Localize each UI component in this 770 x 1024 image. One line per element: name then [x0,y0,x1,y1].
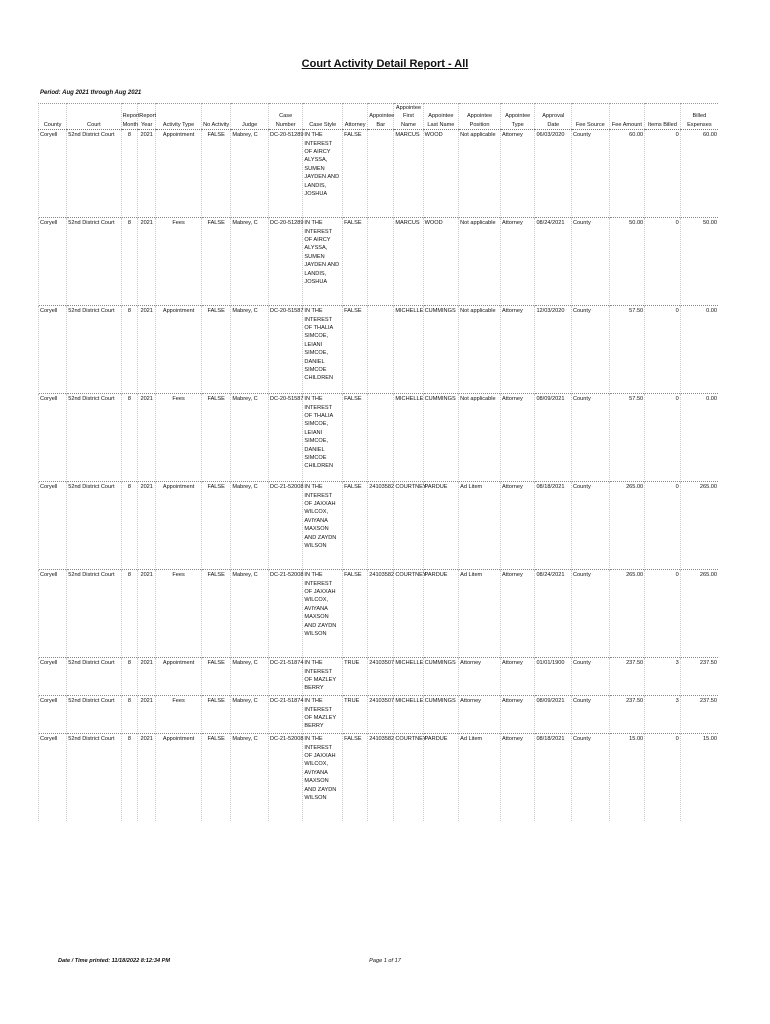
cell-expenses: 60.00 [680,130,718,218]
cell-county: Coryell [39,482,67,570]
cell-activity: Fees [156,696,202,734]
cell-case-style: IN THE INTEREST OF THALIA SIMCOE, LEIANI SIMCOE, DANIEL SIMCOE CHILDREN [303,394,343,482]
cell-no-activity: FALSE [202,306,231,394]
cell-approval: 08/18/2021 [535,734,572,822]
table-row [39,570,719,658]
table-row [39,696,719,734]
cell-court: 52nd District Court [67,394,121,482]
cell-case-style: IN THE INTEREST OF AIRCY ALYSSA, SUMEN JAYDEN AND LANDIS, JOSHUA [303,218,343,306]
cell-year: 2021 [138,734,156,822]
cell-amount: 237.50 [609,696,645,734]
cell-judge: Mabrey, C [231,658,269,696]
column-header: Fee Amount [609,104,645,130]
cell-month: 8 [121,734,138,822]
column-header: Case Number [268,104,302,130]
column-header: Court [67,104,121,130]
report-period: Period: Aug 2021 through Aug 2021 [40,90,142,96]
cell-year: 2021 [138,482,156,570]
cell-last: PARDUE [423,570,459,658]
cell-last: PARDUE [423,734,459,822]
cell-expenses: 0.00 [680,394,718,482]
column-header: Items Billed [645,104,681,130]
cell-source: County [572,306,610,394]
cell-case-number: DC-20-51289 [268,130,302,218]
cell-attorney: FALSE [343,306,368,394]
cell-expenses: 237.50 [680,658,718,696]
cell-month: 8 [121,306,138,394]
cell-county: Coryell [39,570,67,658]
cell-bar [368,218,394,306]
cell-court: 52nd District Court [67,658,121,696]
cell-attorney: FALSE [343,482,368,570]
cell-year: 2021 [138,218,156,306]
cell-activity: Appointment [156,482,202,570]
cell-year: 2021 [138,130,156,218]
column-header: Report Month [121,104,138,130]
cell-month: 8 [121,658,138,696]
cell-approval: 08/09/2021 [535,394,572,482]
cell-last: CUMMINGS [423,658,459,696]
cell-attorney: TRUE [343,696,368,734]
cell-approval: 08/09/2021 [535,696,572,734]
cell-source: County [572,394,610,482]
table-row [39,734,719,822]
cell-court: 52nd District Court [67,734,121,822]
cell-month: 8 [121,696,138,734]
cell-expenses: 237.50 [680,696,718,734]
table-row [39,482,719,570]
cell-case-style: IN THE INTEREST OF MAZLEY BERRY [303,658,343,696]
cell-county: Coryell [39,306,67,394]
cell-month: 8 [121,570,138,658]
column-header: County [39,104,67,130]
table-row [39,306,719,394]
cell-first: COURTNEY [394,570,423,658]
cell-case-style: IN THE INTEREST OF AIRCY ALYSSA, SUMEN JAYDEN AND LANDIS, JOSHUA [303,130,343,218]
cell-bar [368,306,394,394]
cell-case-number: DC-20-51587 [268,306,302,394]
cell-approval: 01/01/1900 [535,658,572,696]
cell-case-number: DC-21-51874 [268,696,302,734]
cell-first: MARCUS [394,218,423,306]
cell-attorney: FALSE [343,218,368,306]
cell-type: Attorney [500,394,534,482]
cell-approval: 06/03/2020 [535,130,572,218]
cell-attorney: FALSE [343,130,368,218]
cell-position: Attorney [459,658,501,696]
cell-activity: Fees [156,394,202,482]
cell-last: PARDUE [423,482,459,570]
cell-case-style: IN THE INTEREST OF THALIA SIMCOE, LEIANI SIMCOE, DANIEL SIMCOE CHILDREN [303,306,343,394]
cell-last: CUMMINGS [423,696,459,734]
column-header: Report Year [138,104,156,130]
cell-judge: Mabrey, C [231,482,269,570]
column-header: Billed Expenses [680,104,718,130]
cell-month: 8 [121,130,138,218]
column-header: Appointee Bar [368,104,394,130]
cell-county: Coryell [39,130,67,218]
cell-bar: 24103582 [368,734,394,822]
cell-no-activity: FALSE [202,218,231,306]
column-header: Appointee First Name [394,104,423,130]
cell-no-activity: FALSE [202,696,231,734]
column-header: Approval Date [535,104,572,130]
cell-judge: Mabrey, C [231,130,269,218]
cell-amount: 57.50 [609,394,645,482]
cell-position: Ad Litem [459,482,501,570]
cell-source: County [572,482,610,570]
cell-county: Coryell [39,394,67,482]
cell-bar: 24103507 [368,696,394,734]
cell-first: MARCUS [394,130,423,218]
cell-position: Not applicable [459,218,501,306]
cell-judge: Mabrey, C [231,218,269,306]
cell-year: 2021 [138,696,156,734]
table-row [39,130,719,218]
cell-judge: Mabrey, C [231,734,269,822]
cell-case-number: DC-21-52008 [268,482,302,570]
cell-items: 3 [645,696,681,734]
cell-first: MICHELLE [394,394,423,482]
cell-amount: 265.00 [609,570,645,658]
cell-items: 0 [645,306,681,394]
activity-table [38,103,718,821]
cell-position: Ad Litem [459,734,501,822]
cell-source: County [572,696,610,734]
cell-approval: 08/24/2021 [535,218,572,306]
cell-year: 2021 [138,394,156,482]
cell-position: Not applicable [459,306,501,394]
cell-bar: 24103507 [368,658,394,696]
cell-no-activity: FALSE [202,130,231,218]
cell-type: Attorney [500,218,534,306]
cell-activity: Appointment [156,734,202,822]
cell-case-style: IN THE INTEREST OF JAXXAH WILCOX, AVIYANA MAXSON AND ZAYDN WILSON [303,482,343,570]
cell-judge: Mabrey, C [231,306,269,394]
page-number: Page 1 of 17 [369,958,401,964]
column-header: Activity Type [156,104,202,130]
cell-position: Ad Litem [459,570,501,658]
cell-items: 3 [645,658,681,696]
cell-type: Attorney [500,570,534,658]
cell-case-number: DC-21-51874 [268,658,302,696]
cell-case-style: IN THE INTEREST OF MAZLEY BERRY [303,696,343,734]
cell-judge: Mabrey, C [231,394,269,482]
cell-amount: 57.50 [609,306,645,394]
cell-position: Not applicable [459,394,501,482]
cell-county: Coryell [39,218,67,306]
print-timestamp: Date / Time printed: 11/18/2022 8:12:34 PM [58,958,171,964]
cell-attorney: FALSE [343,734,368,822]
cell-activity: Fees [156,570,202,658]
cell-bar [368,130,394,218]
cell-items: 0 [645,482,681,570]
column-header: Appointee Type [500,104,534,130]
cell-source: County [572,570,610,658]
cell-case-style: IN THE INTEREST OF JAXXAH WILCOX, AVIYANA MAXSON AND ZAYDN WILSON [303,570,343,658]
cell-court: 52nd District Court [67,306,121,394]
cell-amount: 265.00 [609,482,645,570]
cell-items: 0 [645,218,681,306]
cell-bar: 24103582 [368,482,394,570]
cell-last: WOOD [423,218,459,306]
cell-no-activity: FALSE [202,482,231,570]
cell-attorney: FALSE [343,570,368,658]
cell-position: Attorney [459,696,501,734]
cell-type: Attorney [500,696,534,734]
cell-case-number: DC-21-52008 [268,570,302,658]
cell-county: Coryell [39,696,67,734]
cell-no-activity: FALSE [202,394,231,482]
cell-last: CUMMINGS [423,306,459,394]
cell-case-number: DC-20-51587 [268,394,302,482]
cell-first: MICHELLE [394,696,423,734]
table-row [39,658,719,696]
cell-first: MICHELLE [394,658,423,696]
cell-court: 52nd District Court [67,130,121,218]
cell-position: Not applicable [459,130,501,218]
cell-type: Attorney [500,482,534,570]
cell-first: COURTNEY [394,734,423,822]
cell-last: CUMMINGS [423,394,459,482]
cell-court: 52nd District Court [67,218,121,306]
cell-month: 8 [121,482,138,570]
cell-judge: Mabrey, C [231,570,269,658]
cell-first: MICHELLE [394,306,423,394]
cell-first: COURTNEY [394,482,423,570]
cell-type: Attorney [500,734,534,822]
cell-activity: Appointment [156,658,202,696]
cell-bar: 24103582 [368,570,394,658]
cell-source: County [572,734,610,822]
cell-no-activity: FALSE [202,658,231,696]
column-header: Judge [231,104,269,130]
cell-expenses: 265.00 [680,570,718,658]
cell-county: Coryell [39,734,67,822]
cell-items: 0 [645,734,681,822]
cell-court: 52nd District Court [67,696,121,734]
cell-judge: Mabrey, C [231,696,269,734]
cell-type: Attorney [500,306,534,394]
cell-last: WOOD [423,130,459,218]
column-header: Appointee Position [459,104,501,130]
column-header: Appointee Last Name [423,104,459,130]
cell-county: Coryell [39,658,67,696]
cell-expenses: 265.00 [680,482,718,570]
cell-items: 0 [645,394,681,482]
cell-case-style: IN THE INTEREST OF JAXXAH WILCOX, AVIYANA MAXSON AND ZAYDN WILSON [303,734,343,822]
column-header: Attorney [343,104,368,130]
cell-court: 52nd District Court [67,570,121,658]
cell-amount: 237.50 [609,658,645,696]
table-header-row [39,104,719,130]
cell-no-activity: FALSE [202,570,231,658]
cell-amount: 50.00 [609,218,645,306]
cell-approval: 12/03/2020 [535,306,572,394]
cell-no-activity: FALSE [202,734,231,822]
cell-source: County [572,130,610,218]
cell-case-number: DC-21-52008 [268,734,302,822]
cell-activity: Appointment [156,130,202,218]
cell-source: County [572,658,610,696]
cell-court: 52nd District Court [67,482,121,570]
cell-case-number: DC-20-51289 [268,218,302,306]
column-header: Case Style [303,104,343,130]
cell-activity: Appointment [156,306,202,394]
cell-approval: 08/18/2021 [535,482,572,570]
cell-type: Attorney [500,658,534,696]
cell-items: 0 [645,130,681,218]
cell-approval: 08/24/2021 [535,570,572,658]
cell-expenses: 50.00 [680,218,718,306]
cell-expenses: 0.00 [680,306,718,394]
cell-year: 2021 [138,570,156,658]
cell-items: 0 [645,570,681,658]
cell-bar [368,394,394,482]
cell-attorney: TRUE [343,658,368,696]
cell-year: 2021 [138,658,156,696]
cell-year: 2021 [138,306,156,394]
cell-amount: 60.00 [609,130,645,218]
cell-attorney: FALSE [343,394,368,482]
cell-expenses: 15.00 [680,734,718,822]
report-title: Court Activity Detail Report - All [301,58,469,70]
table-body [39,130,719,822]
table-row [39,218,719,306]
cell-month: 8 [121,394,138,482]
column-header: No Activity [202,104,231,130]
cell-activity: Fees [156,218,202,306]
cell-source: County [572,218,610,306]
column-header: Fee Source [572,104,610,130]
cell-month: 8 [121,218,138,306]
table-row [39,394,719,482]
cell-type: Attorney [500,130,534,218]
cell-amount: 15.00 [609,734,645,822]
